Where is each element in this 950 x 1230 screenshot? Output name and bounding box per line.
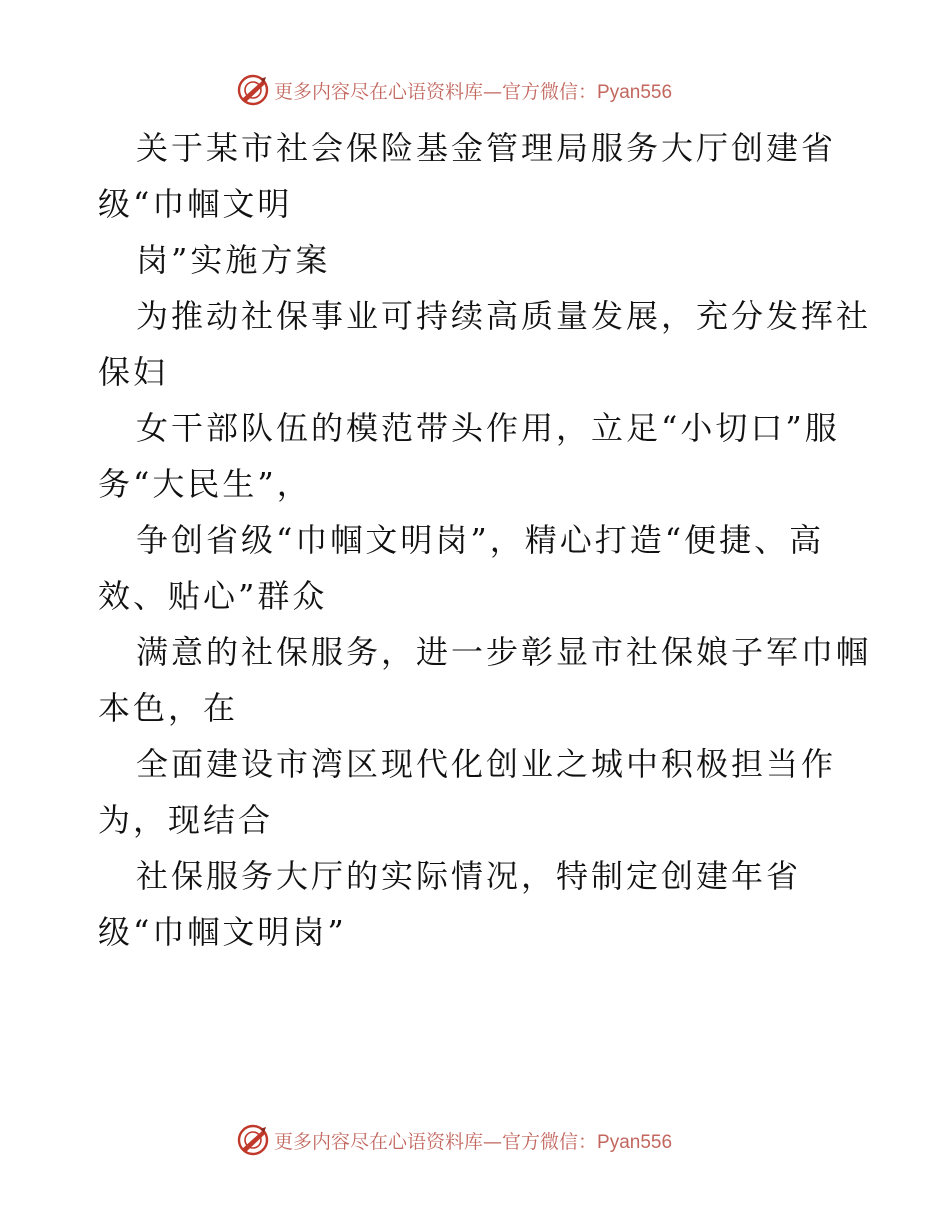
watermark-dash: — — [483, 80, 503, 103]
watermark-account: 官方微信： — [502, 1130, 598, 1153]
watermark-slogan: 更多内容尽在心语资料库 — [274, 80, 484, 103]
text-line: 争创省级“巾帼文明岗”，精心打造“便捷、高 — [136, 521, 825, 559]
brand-logo-icon — [236, 73, 270, 107]
text-line: 全面建设市湾区现代化创业之城中积极担当作 — [136, 745, 837, 783]
text-line: 级“巾帼文明岗” — [98, 913, 347, 951]
text-line: 岗”实施方案 — [136, 241, 331, 279]
text-line: 为推动社保事业可持续高质量发展，充分发挥社 — [136, 297, 872, 335]
text-line: 务“大民生”， — [98, 465, 312, 503]
text-line: 效、贴心”群众 — [98, 577, 328, 615]
text-line: 女干部队伍的模范带头作用，立足“小切口”服 — [136, 409, 840, 447]
footer-watermark — [236, 1122, 672, 1158]
text-line: 关于某市社会保险基金管理局服务大厅创建省 — [136, 129, 837, 167]
watermark-text — [274, 1127, 672, 1154]
watermark-dash: — — [483, 1130, 503, 1153]
text-line: 社保服务大厅的实际情况，特制定创建年省 — [136, 857, 802, 895]
text-line: 满意的社保服务，进一步彰显市社保娘子军巾帼 — [136, 633, 872, 671]
watermark-slogan: 更多内容尽在心语资料库 — [274, 1130, 484, 1153]
text-line: 保妇 — [98, 353, 169, 391]
text-line: 本色，在 — [98, 689, 239, 727]
watermark-handle: Pyan556 — [597, 81, 673, 103]
text-line: 级“巾帼文明 — [98, 185, 293, 223]
text-line: 为，现结合 — [98, 801, 274, 839]
watermark-handle: Pyan556 — [597, 1131, 673, 1153]
watermark-account: 官方微信： — [502, 80, 598, 103]
brand-logo-icon — [236, 1123, 270, 1157]
document-body — [98, 120, 872, 960]
watermark-text — [274, 77, 672, 104]
header-watermark — [236, 72, 672, 108]
